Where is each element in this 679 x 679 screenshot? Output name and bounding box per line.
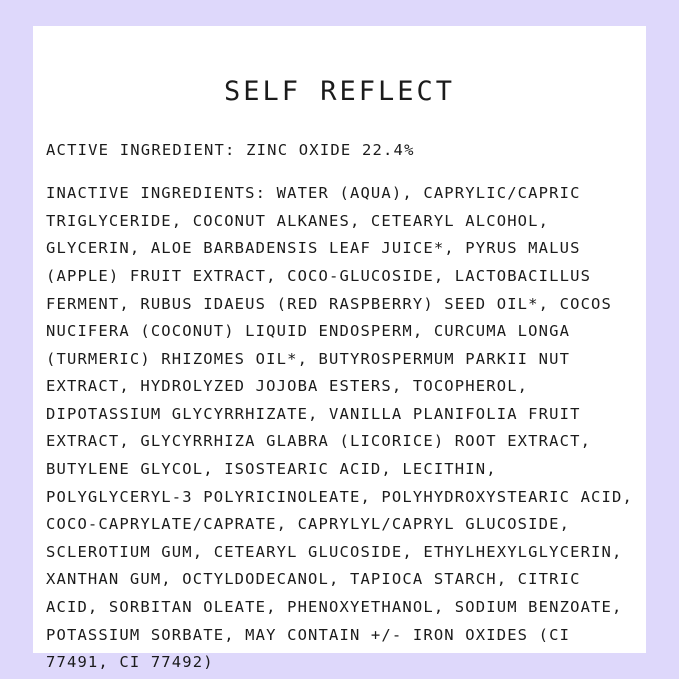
ingredient-label-card — [33, 26, 646, 672]
ingredients-block — [33, 139, 646, 677]
active-ingredient-text: ACTIVE INGREDIENT: ZINC OXIDE 22.4% — [46, 141, 415, 159]
inactive-ingredients-text: INACTIVE INGREDIENTS: WATER (AQUA), CAPRYLIC/CAPRIC TRIGLYCERIDE, COCONUT ALKANES, CETEARYL ALCOHOL, GLYCERIN, ALOE BARBADENSIS LEAF JUICE*, PYRUS MALUS (APPLE) FRUIT EXTRACT, COCO-GLUCOSIDE, LACTOBACILLUS FERMENT, RUBUS IDAEUS (RED RASPBERRY) SEED OIL*, COCOS NUCIFERA (COCONUT) LIQUID ENDOSPERM, CURCUMA LONGA (TURMERIC) RHIZOMES OIL*, BUTYROSPERMUM PARKII NUT EXTRACT, HYDROLYZED JOJOBA ESTERS, TOCOPHEROL, DIPOTASSIUM GLYCYRRHIZATE, VANILLA PLANIFOLIA FRUIT EXTRACT, GLYCYRRHIZA GLABRA (LICORICE) ROOT EXTRACT, BUTYLENE GLYCOL, ISOSTEARIC ACID, LECITHIN, POLYGLYCERYL-3 POLYRICINOLEATE, POLYHYDROXYSTEARIC ACID, COCO-CAPRYLATE/CAPRATE, CAPRYLYL/CAPRYL GLUCOSIDE, SCLEROTIUM GUM, CETEARYL GLUCOSIDE, ETHYLHEXYLGLYCERIN, XANTHAN GUM, OCTYLDODECANOL, TAPIOCA STARCH, CITRIC ACID, SORBITAN OLEATE, PHENOXYETHANOL, SODIUM BENZOATE, POTASSIUM SORBATE, MAY CONTAIN +/- IRON OXIDES (CI 77491, CI 77492) — [46, 184, 633, 672]
page-title: SELF REFLECT — [223, 76, 456, 107]
